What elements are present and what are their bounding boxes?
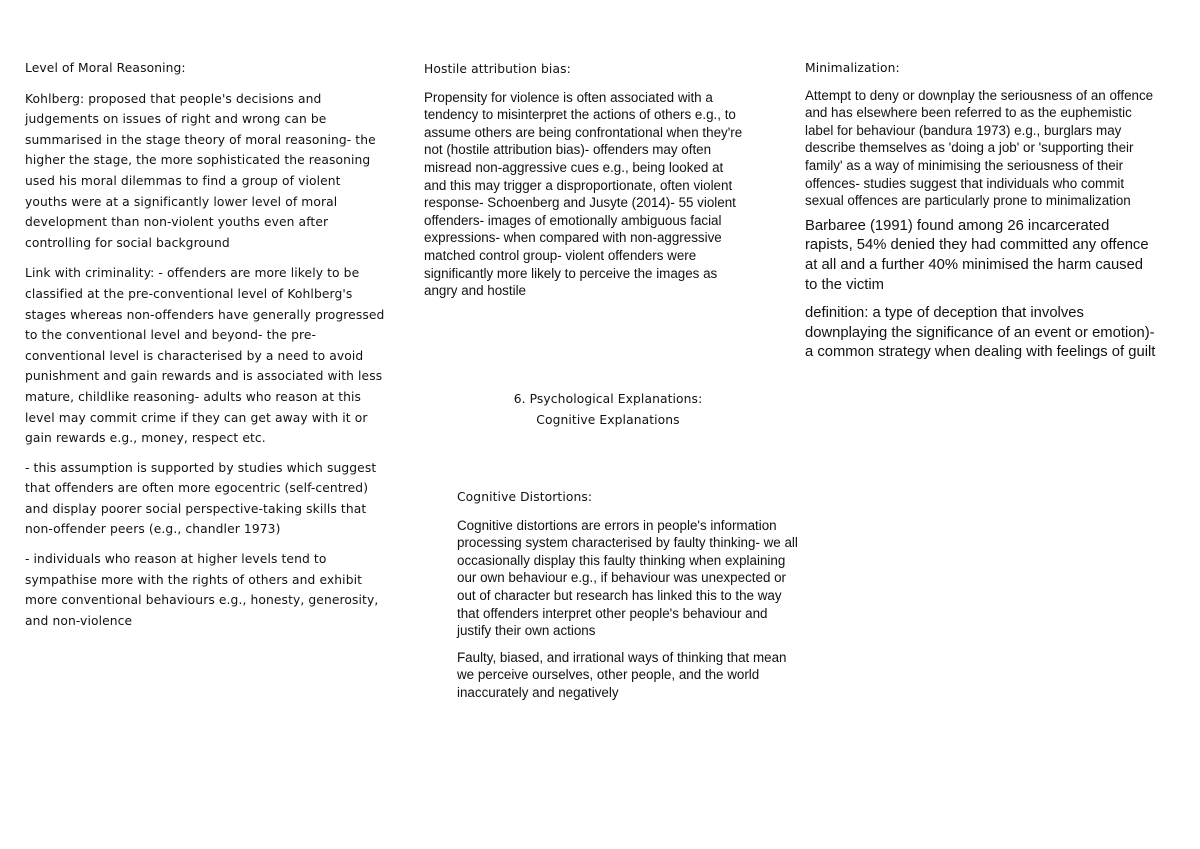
- document-title: [478, 389, 738, 430]
- higher-levels-paragraph: - individuals who reason at higher levels tend to sympathise more with the rights of others and exhibit more conventional behaviours e.g., honesty, generosity, and non-violence: [25, 552, 379, 628]
- cognitive-distortions-heading: Cognitive Distortions:: [457, 490, 593, 504]
- faulty-thinking-paragraph: Faulty, biased, and irrational ways of thinking that mean we perceive ourselves, other people, and the world inaccurately and negatively: [457, 649, 787, 700]
- criminality-link-paragraph: Link with criminality: - offenders are more likely to be classified at the pre-conventional level of Kohlberg's stages whereas non-offenders have generally progressed to the conventional level and beyond- the pre-conventional level is characterised by a need to avoid punishment and gain rewards and is associated with less mature, childlike reasoning- adults who reason at this level may commit crime if they can get away with it or gain rewards e.g., money, respect etc.: [25, 266, 385, 446]
- minimalization-paragraph: Attempt to deny or downplay the seriousness of an offence and has elsewhere been referred to as the euphemistic label for behaviour (bandura 1973) e.g., burglars may describe themselves as 'doing a job' or 'supporting their family' as a way of minimising the seriousness of their offences- studies suggest that individuals who commit sexual offences are particularly prone to minimalization: [805, 87, 1154, 209]
- minimalization-heading: Minimalization:: [805, 61, 900, 75]
- moral-reasoning-section: [25, 58, 385, 631]
- barbaree-paragraph: Barbaree (1991) found among 26 incarcerated rapists, 54% denied they had committed any offence at all and a further 40% minimised the harm caused to the victim: [805, 217, 1149, 293]
- title-line-1: 6. Psychological Explanations:: [513, 392, 703, 406]
- definition-paragraph: definition: a type of deception that involves downplaying the significance of an event or emotion)- a common strategy when dealing with feelings of guilt: [805, 305, 1156, 361]
- minimalization-section: [805, 58, 1157, 363]
- cognitive-distortions-paragraph: Cognitive distortions are errors in people's information processing system characterised by faulty thinking- we all occasionally display this faulty thinking when explaining our own behaviour e.g., if behaviour was unexpected or out of character but research has linked this to the way that offenders interpret other people's behaviour and justify their own actions: [457, 517, 798, 639]
- title-line-2: Cognitive Explanations: [536, 412, 680, 427]
- hostile-attribution-paragraph: Propensity for violence is often associated with a tendency to misinterpret the actions of others e.g., to assume others are being confrontational when they're not (hostile attribution bias)- offenders may often misread non-aggressive cues e.g., being looked at and this may trigger a disproportionate, often violent response- Schoenberg and Jusyte (2014)- 55 violent offenders- images of emotionally ambiguous facial expressions- when compared with non-aggressive matched control group- violent offenders were significantly more likely to perceive the images as angry and hostile: [424, 89, 743, 299]
- egocentric-paragraph: - this assumption is supported by studies which suggest that offenders are often more egocentric (self-centred) and display poorer social perspective-taking skills that non-offender peers (e.g., chandler 1973): [25, 460, 377, 537]
- kohlberg-paragraph: Kohlberg: proposed that people's decisions and judgements on issues of right and wrong can be summarised in the stage theory of moral reasoning- the higher the stage, the more sophisticated the reasoning used his moral dilemmas to find a group of violent youths were at a significantly lower level of moral development than non-violent youths even after controlling for social background: [25, 91, 376, 250]
- cognitive-distortions-section: [457, 487, 803, 702]
- hostile-attribution-section: [424, 59, 746, 300]
- hostile-attribution-heading: Hostile attribution bias:: [424, 62, 571, 76]
- moral-reasoning-heading: Level of Moral Reasoning:: [25, 61, 186, 75]
